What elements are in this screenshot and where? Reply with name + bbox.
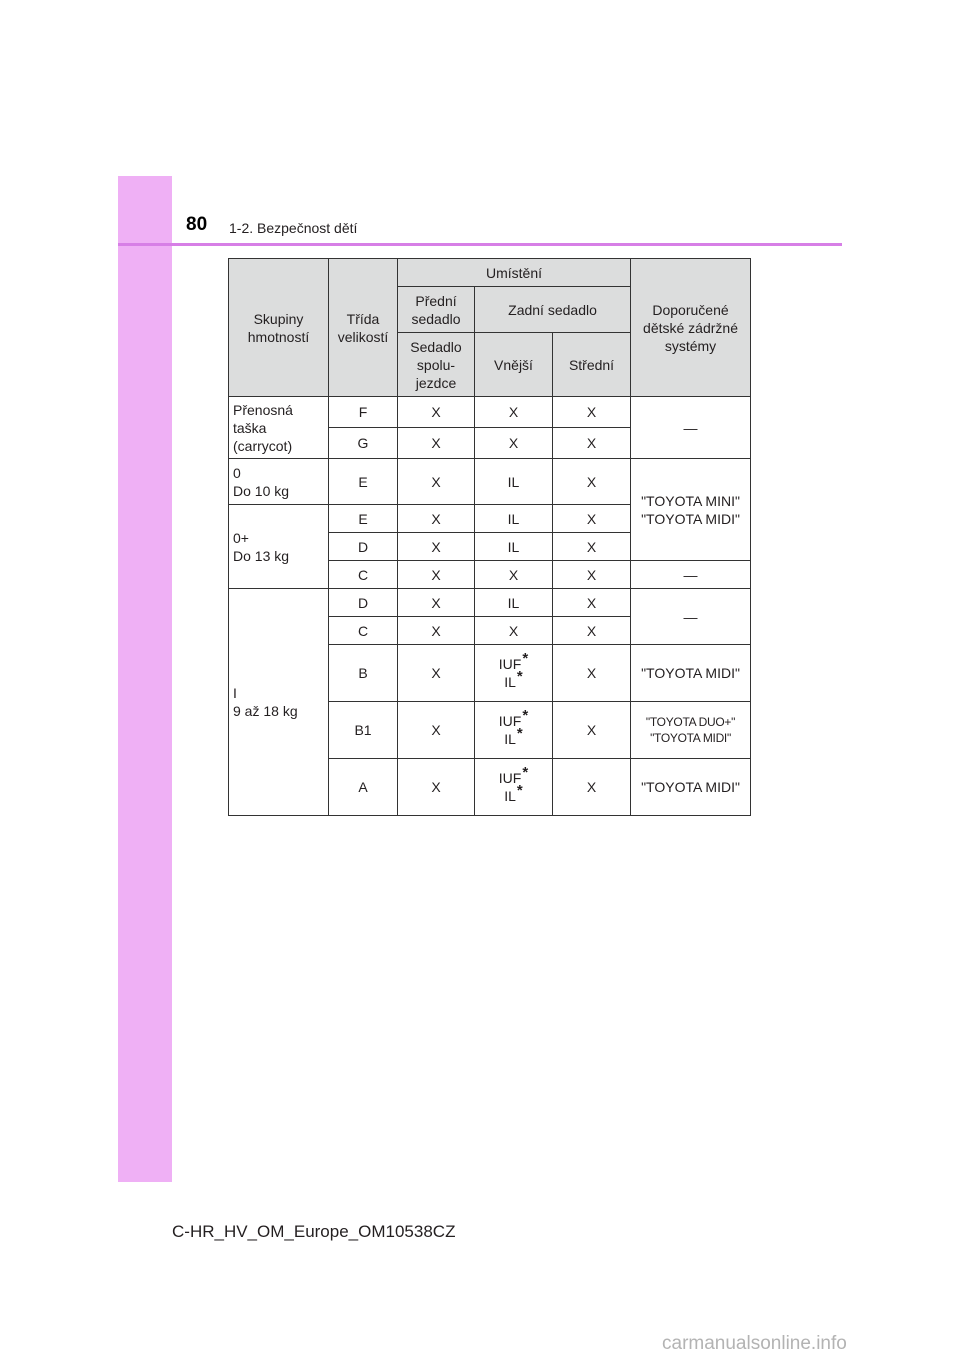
asterisk-mark: * xyxy=(516,782,523,800)
outer-seat-cell: X xyxy=(475,617,553,645)
header-recommended: Doporučené dětské zádržné systémy xyxy=(631,259,751,397)
outer-iuf: IUF xyxy=(498,770,522,786)
outer-seat-cell: IL xyxy=(475,459,553,505)
header-group: Skupiny hmotností xyxy=(229,259,329,397)
outer-il: IL xyxy=(504,788,516,804)
center-seat-cell: X xyxy=(553,397,631,428)
front-seat-cell: X xyxy=(398,589,475,617)
table-row xyxy=(229,397,751,428)
page-number: 80 xyxy=(186,214,208,235)
outer-seat-cell xyxy=(475,759,553,816)
outer-seat-cell xyxy=(475,645,553,702)
group-0: 0 Do 10 kg xyxy=(229,459,329,505)
header-placement: Umístění xyxy=(398,259,631,287)
recommended-cell: — xyxy=(631,397,751,459)
group-carrycot: Přenosná taška (carrycot) xyxy=(229,397,329,459)
header-rule xyxy=(118,243,842,246)
header-center: Střední xyxy=(553,333,631,397)
center-seat-cell: X xyxy=(553,459,631,505)
recommended-cell: "TOYOTA MINI" "TOYOTA MIDI" xyxy=(631,459,751,561)
outer-seat-cell: IL xyxy=(475,533,553,561)
header-front-seat: Přední sedadlo xyxy=(398,287,475,333)
group-1: I 9 až 18 kg xyxy=(229,589,329,816)
center-seat-cell: X xyxy=(553,702,631,759)
asterisk-mark: * xyxy=(522,707,529,725)
center-seat-cell: X xyxy=(553,533,631,561)
outer-iuf: IUF xyxy=(498,713,522,729)
side-color-band xyxy=(118,176,172,1182)
size-class-cell: G xyxy=(329,428,398,459)
outer-seat-cell: X xyxy=(475,561,553,589)
header-outer: Vnější xyxy=(475,333,553,397)
outer-iuf: IUF xyxy=(498,656,522,672)
group-0-plus: 0+ Do 13 kg xyxy=(229,505,329,589)
table-row xyxy=(229,589,751,617)
front-seat-cell: X xyxy=(398,459,475,505)
front-seat-cell: X xyxy=(398,561,475,589)
center-seat-cell: X xyxy=(553,759,631,816)
asterisk-mark: * xyxy=(516,725,523,743)
asterisk-mark: * xyxy=(522,764,529,782)
recommended-cell: — xyxy=(631,589,751,645)
child-seat-table xyxy=(228,258,751,816)
asterisk-mark: * xyxy=(522,650,529,668)
front-seat-cell: X xyxy=(398,645,475,702)
outer-seat-cell: IL xyxy=(475,589,553,617)
size-class-cell: C xyxy=(329,617,398,645)
outer-seat-cell: X xyxy=(475,397,553,428)
size-class-cell: F xyxy=(329,397,398,428)
front-seat-cell: X xyxy=(398,533,475,561)
outer-seat-cell: IL xyxy=(475,505,553,533)
header-rear-seat: Zadní sedadlo xyxy=(475,287,631,333)
front-seat-cell: X xyxy=(398,759,475,816)
outer-seat-cell xyxy=(475,702,553,759)
header-size-class: Třída velikostí xyxy=(329,259,398,397)
size-class-cell: A xyxy=(329,759,398,816)
center-seat-cell: X xyxy=(553,561,631,589)
front-seat-cell: X xyxy=(398,505,475,533)
outer-seat-cell: X xyxy=(475,428,553,459)
outer-il: IL xyxy=(504,731,516,747)
recommended-cell: — xyxy=(631,561,751,589)
table-row xyxy=(229,459,751,505)
header-passenger-seat: Sedadlo spolu- jezdce xyxy=(398,333,475,397)
size-class-cell: B xyxy=(329,645,398,702)
size-class-cell: E xyxy=(329,505,398,533)
outer-il: IL xyxy=(504,674,516,690)
center-seat-cell: X xyxy=(553,589,631,617)
section-title: 1-2. Bezpečnost dětí xyxy=(229,220,358,236)
center-seat-cell: X xyxy=(553,617,631,645)
size-class-cell: D xyxy=(329,533,398,561)
front-seat-cell: X xyxy=(398,617,475,645)
center-seat-cell: X xyxy=(553,505,631,533)
size-class-cell: B1 xyxy=(329,702,398,759)
front-seat-cell: X xyxy=(398,702,475,759)
front-seat-cell: X xyxy=(398,397,475,428)
watermark-link[interactable]: carmanualsonline.info xyxy=(662,1333,847,1354)
asterisk-mark: * xyxy=(516,668,523,686)
front-seat-cell: X xyxy=(398,428,475,459)
recommended-cell: "TOYOTA DUO+" "TOYOTA MIDI" xyxy=(631,702,751,759)
size-class-cell: C xyxy=(329,561,398,589)
center-seat-cell: X xyxy=(553,428,631,459)
footer-manual-code: C-HR_HV_OM_Europe_OM10538CZ xyxy=(172,1222,456,1241)
size-class-cell: D xyxy=(329,589,398,617)
size-class-cell: E xyxy=(329,459,398,505)
recommended-cell: "TOYOTA MIDI" xyxy=(631,645,751,702)
recommended-cell: "TOYOTA MIDI" xyxy=(631,759,751,816)
center-seat-cell: X xyxy=(553,645,631,702)
